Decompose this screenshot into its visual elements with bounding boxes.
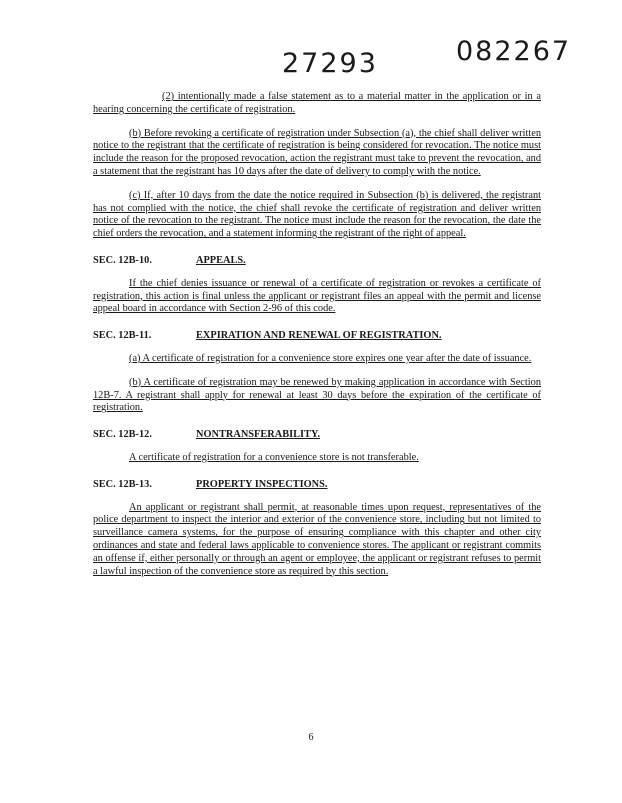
section-12b-12-text: A certificate of registration for a convenience store is not transferable.	[129, 451, 419, 463]
section-number: SEC. 12B-10.	[93, 254, 152, 266]
section-heading-12b-10	[93, 255, 541, 268]
section-12b-11-a: (a) A certificate of registration for a convenience store expires one year after the date of issuance.	[129, 352, 532, 364]
section-title: NONTRANSFERABILITY.	[196, 429, 321, 441]
section-title: APPEALS.	[196, 254, 246, 266]
paragraph-b: (b) Before revoking a certificate of registration under Subsection (a), the chief shall deliver written notice to the registrant that the certificate of registration is being considered for revocation. The notice must include the reason for the proposed revocation, action the registrant must take to prevent the revocation, and a statement that the registrant has 10 days after the date of delivery to comply with the notice.	[93, 127, 541, 177]
section-title: PROPERTY INSPECTIONS.	[196, 478, 328, 490]
page-number: 6	[308, 732, 314, 743]
section-heading-12b-12	[93, 429, 541, 442]
section-heading-12b-13	[93, 479, 541, 492]
section-12b-10-text: If the chief denies issuance or renewal of a certificate of registration or revokes a certificate of registration, this action is final unless the applicant or registrant files an appeal with the permit and license appeal board in accordance with Section 2-96 of this code.	[93, 277, 541, 315]
paragraph-c: (c) If, after 10 days from the date the notice required in Subsection (b) is delivered, the registrant has not complied with the notice, the chief shall revoke the certificate of registration and deliver written notice of the revocation to the registrant. The notice must include the reason for the revocation, the date the chief orders the revocation, and a statement informing the registrant of the right of appeal.	[93, 189, 541, 240]
section-number: SEC. 12B-11.	[93, 330, 152, 342]
section-title: EXPIRATION AND RENEWAL OF REGISTRATION.	[196, 330, 442, 342]
document-number-stamp: 27293	[282, 48, 378, 79]
section-heading-12b-11	[93, 330, 541, 343]
section-number: SEC. 12B-12.	[93, 429, 152, 441]
section-12b-13-text: An applicant or registrant shall permit, at reasonable times upon request, representatives of the police department to inspect the interior and exterior of the convenience store, including but not limited to surveillance camera systems, for the purpose of ensuring compliance with this chapter and other city ordinances and state and federal laws applicable to convenience stores. The applicant or registrant commits an offense if, either personally or through an agent or employee, the applicant or registrant refuses to permit a lawful inspection of the convenience store as required by this section.	[93, 501, 541, 577]
section-number: SEC. 12B-13.	[93, 478, 152, 490]
document-body	[93, 91, 541, 578]
paragraph-a2: (2) intentionally made a false statement as to a material matter in the application or in a hearing concerning the certificate of registration.	[93, 91, 541, 115]
section-12b-11-b: (b) A certificate of registration may be renewed by making application in accordance with Section 12B-7. A registrant shall apply for renewal at least 30 days before the expiration of the certificate of registration.	[93, 376, 541, 414]
ordinance-number-stamp: 082267	[456, 36, 572, 67]
